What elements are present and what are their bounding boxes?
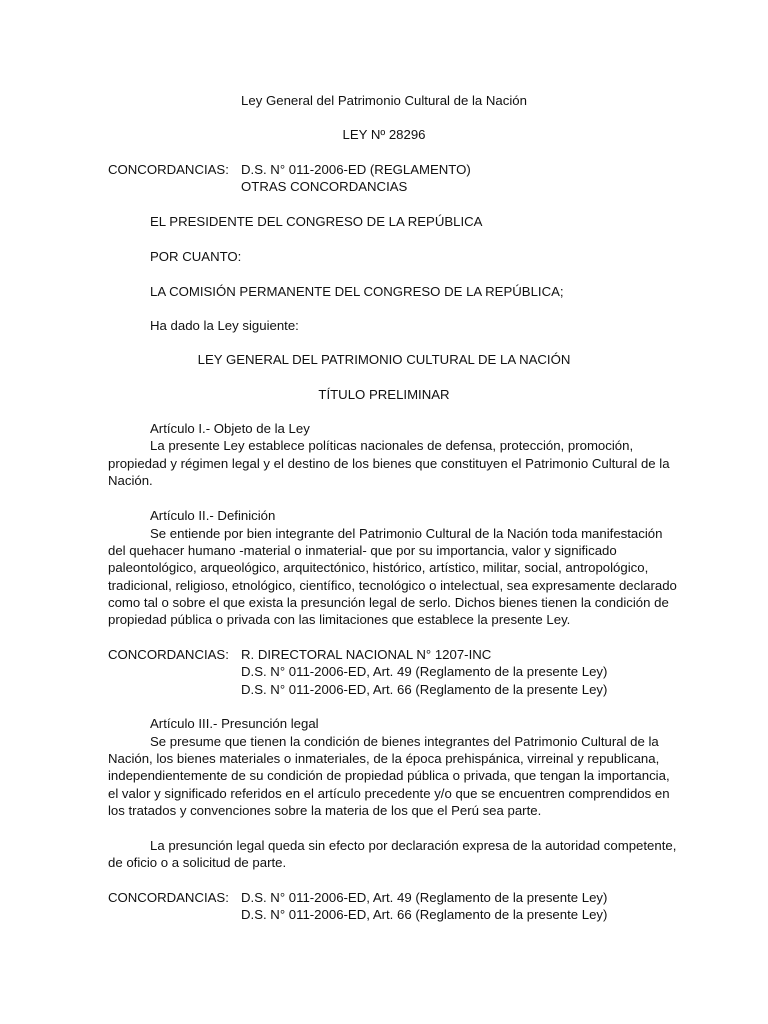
- presidente-line: EL PRESIDENTE DEL CONGRESO DE LA REPÚBLICA: [150, 214, 483, 229]
- concordancia-item: D.S. N° 011-2006-ED, Art. 66 (Reglamento de la presente Ley): [241, 682, 608, 697]
- law-heading: LEY GENERAL DEL PATRIMONIO CULTURAL DE LA NACIÓN: [197, 352, 571, 367]
- articulo-2-line: Se entiende por bien integrante del Patrimonio Cultural de la Nación toda manifestación: [150, 526, 663, 541]
- articulo-1-heading: Artículo I.- Objeto de la Ley: [150, 421, 310, 436]
- articulo-2-heading: Artículo II.- Definición: [150, 508, 276, 523]
- articulo-3-line: el valor y significado referidos en el artículo precedente y/o que se encuentren comprendidos en: [108, 786, 670, 801]
- law-number: LEY Nº 28296: [342, 127, 426, 142]
- articulo-2-line: del quehacer humano -material o inmaterial- que por su importancia, valor y significado: [108, 543, 617, 558]
- articulo-2-line: como tal o sobre el que exista la presunción legal de serlo. Dichos bienes tienen la condición de: [108, 595, 669, 610]
- concordancia-item: D.S. N° 011-2006-ED, Art. 66 (Reglamento de la presente Ley): [241, 907, 608, 922]
- concordancias-label: CONCORDANCIAS:: [108, 890, 229, 905]
- articulo-3-line: independientemente de su condición de propiedad pública o privada, que tengan la importancia,: [108, 768, 670, 783]
- concordancia-item: OTRAS CONCORDANCIAS: [241, 179, 408, 194]
- concordancia-item: R. DIRECTORAL NACIONAL N° 1207-INC: [241, 647, 492, 662]
- concordancia-item: D.S. N° 011-2006-ED, Art. 49 (Reglamento de la presente Ley): [241, 890, 608, 905]
- articulo-3-heading: Artículo III.- Presunción legal: [150, 716, 319, 731]
- document-title: Ley General del Patrimonio Cultural de la Nación: [241, 93, 527, 108]
- articulo-2-line: tradicional, religioso, etnológico, científico, tecnológico o intelectual, sea expresamente declarado: [108, 578, 677, 593]
- articulo-1-line: La presente Ley establece políticas nacionales de defensa, protección, promoción,: [150, 438, 634, 453]
- comision-line: LA COMISIÓN PERMANENTE DEL CONGRESO DE LA REPÚBLICA;: [150, 284, 564, 299]
- articulo-3-line: Se presume que tienen la condición de bienes integrantes del Patrimonio Cultural de la: [150, 734, 659, 749]
- por-cuanto-line: POR CUANTO:: [150, 249, 242, 264]
- concordancias-label: CONCORDANCIAS:: [108, 162, 229, 177]
- articulo-1-line: Nación.: [108, 473, 153, 488]
- articulo-2-line: propiedad pública o privada con las limitaciones que establece la presente Ley.: [108, 612, 571, 627]
- concordancia-item: D.S. N° 011-2006-ED, Art. 49 (Reglamento de la presente Ley): [241, 664, 608, 679]
- concordancia-item: D.S. N° 011-2006-ED (REGLAMENTO): [241, 162, 471, 177]
- concordancias-label: CONCORDANCIAS:: [108, 647, 229, 662]
- articulo-3-line: los tratados y convenciones sobre la materia de los que el Perú sea parte.: [108, 803, 542, 818]
- articulo-1-line: propiedad y régimen legal y el destino de los bienes que constituyen el Patrimonio Cultural de la: [108, 456, 670, 471]
- titulo-preliminar: TÍTULO PRELIMINAR: [318, 387, 450, 402]
- articulo-3-p2-line: La presunción legal queda sin efecto por declaración expresa de la autoridad competente,: [150, 838, 677, 853]
- articulo-2-line: paleontológico, arqueológico, arquitectónico, histórico, artístico, militar, social, antropológico,: [108, 560, 649, 575]
- articulo-3-line: Nación, los bienes materiales o inmateriales, de la época prehispánica, virreinal y republicana,: [108, 751, 660, 766]
- articulo-3-p2-line: de oficio o a solicitud de parte.: [108, 855, 287, 870]
- ha-dado-line: Ha dado la Ley siguiente:: [150, 318, 299, 333]
